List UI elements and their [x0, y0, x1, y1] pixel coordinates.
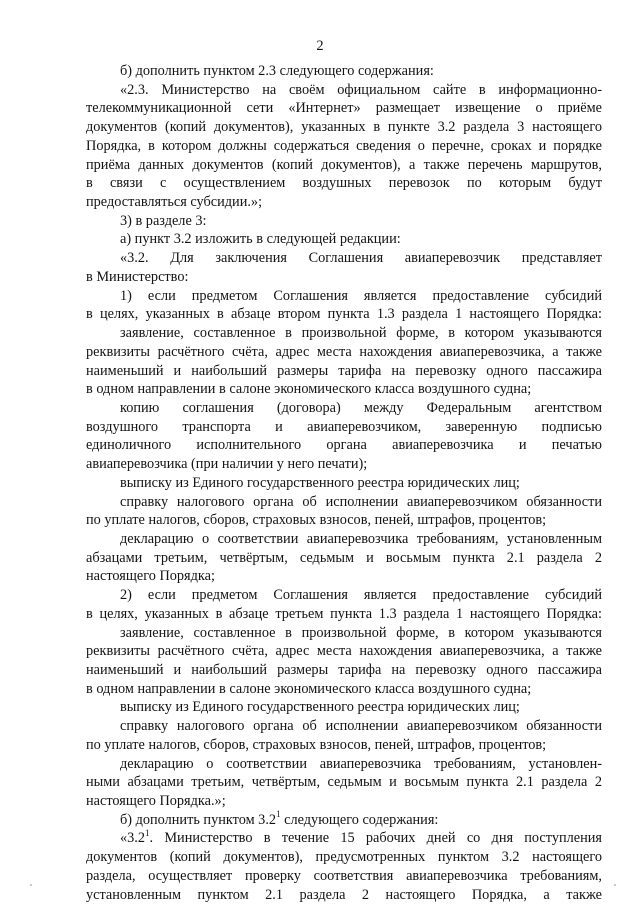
- document-body: [86, 62, 602, 904]
- scan-speck: [614, 884, 616, 886]
- text-line: раздела, осуществляет проверку соответствия авиаперевозчика требованиям,: [86, 867, 602, 884]
- text-line: в целях, указанных в абзаце третьем пункта 1.3 раздела 1 настоящего Порядка:: [86, 605, 602, 622]
- text-line: установленным пунктом 2.1 раздела 2 настоящего Порядка, а также: [86, 886, 602, 903]
- text-line: по уплате налогов, сборов, страховых взносов, пеней, штрафов, процентов;: [86, 512, 547, 529]
- text-line: заявление, составленное в произвольной форме, в котором указываются: [120, 325, 602, 342]
- text-line: в связи с осуществлением воздушных перевозок по которым будут: [86, 175, 602, 192]
- text-line: б) дополнить пунктом $3.2^1$ следующего содержания:: [120, 808, 439, 828]
- text-line: справку налогового органа об исполнении авиаперевозчиком обязанности: [120, 493, 602, 510]
- text-line: в одном направлении в салоне экономического класса воздушного судна;: [86, 381, 532, 398]
- text-line: справку налогового органа об исполнении авиаперевозчиком обязанности: [120, 718, 602, 735]
- scan-speck: [30, 884, 32, 886]
- text-line: телекоммуникационной сети «Интернет» размещает извещение о приёме: [86, 100, 602, 117]
- text-line: выписку из Единого государственного реестра юридических лиц;: [120, 699, 520, 716]
- text-line: наименьший и наибольший размеры тарифа на перевозку одного пассажира: [86, 362, 602, 379]
- text-line: в одном направлении в салоне экономического класса воздушного судна;: [86, 680, 532, 697]
- text-line: авиаперевозчика (при наличии у него печати);: [86, 456, 368, 473]
- text-line: воздушного транспорта и авиаперевозчиком, заверенную подписью: [86, 418, 602, 435]
- text-line: декларацию о соответствии авиаперевозчика требованиям, установленным: [120, 530, 602, 547]
- superscript: 1: [276, 808, 281, 819]
- superscript: 1: [145, 827, 150, 838]
- text-line: 3) в разделе 3:: [120, 212, 207, 229]
- text-line: настоящего Порядка;: [86, 568, 215, 585]
- text-line: декларацию о соответствии авиаперевозчика требованиям, установлен-: [120, 755, 602, 772]
- text-line: абзацами третьим, четвёртым, седьмым и восьмым пункта 2.1 раздела 2: [86, 549, 602, 566]
- text-line: б) дополнить пунктом 2.3 следующего содержания:: [120, 63, 434, 79]
- text-line: 1) если предметом Соглашения является предоставление субсидий: [120, 287, 602, 304]
- text-line: в целях, указанных в абзаце втором пункта 1.3 раздела 1 настоящего Порядка:: [86, 306, 602, 323]
- text-line: ными абзацами третьим, четвёртым, седьмым и восьмым пункта 2.1 раздела 2: [86, 774, 602, 791]
- text-line: «2.3. Министерство на своём официальном сайте в информационно-: [120, 81, 602, 98]
- text-line: по уплате налогов, сборов, страховых взносов, пеней, штрафов, процентов;: [86, 736, 547, 753]
- text-line: Порядка, в котором должны содержаться сведения о перечне, сроках и порядке: [86, 137, 602, 154]
- text-line: реквизиты расчётного счёта, адрес места нахождения авиаперевозчика, а также: [86, 343, 602, 360]
- text-line: копию соглашения (договора) между Федеральным агентством: [120, 399, 602, 416]
- text-line: документов (копий документов), указанных в пункте 3.2 раздела 3 настоящего: [86, 119, 602, 136]
- text-line: «$3.2^1$. Министерство в течение 15 рабочих дней со дня поступления: [120, 827, 602, 847]
- text-line: в Министерство:: [86, 268, 189, 285]
- text-line: выписку из Единого государственного реестра юридических лиц;: [120, 474, 520, 491]
- text-line: 2) если предметом Соглашения является предоставление субсидий: [120, 587, 602, 604]
- text-line: документов (копий документов), предусмотренных пунктом 3.2 настоящего: [86, 849, 602, 866]
- text-line: «3.2. Для заключения Соглашения авиаперевозчик представляет: [120, 250, 602, 267]
- text-line: заявление, составленное в произвольной форме, в котором указываются: [120, 624, 602, 641]
- text-line: а) пункт 3.2 изложить в следующей редакции:: [120, 231, 401, 248]
- text-line: наименьший и наибольший размеры тарифа на перевозку одного пассажира: [86, 662, 602, 678]
- text-line: реквизиты расчётного счёта, адрес места нахождения авиаперевозчика, а также: [86, 643, 602, 660]
- text-line: единоличного исполнительного органа авиаперевозчика и печатью: [86, 437, 602, 454]
- text-line: настоящего Порядка.»;: [86, 793, 226, 810]
- text-line: приёма данных документов (копий документов), а также перечень маршрутов,: [86, 156, 602, 173]
- page-number: 2: [316, 38, 324, 54]
- text-line: предоставляться субсидии.»;: [86, 194, 263, 211]
